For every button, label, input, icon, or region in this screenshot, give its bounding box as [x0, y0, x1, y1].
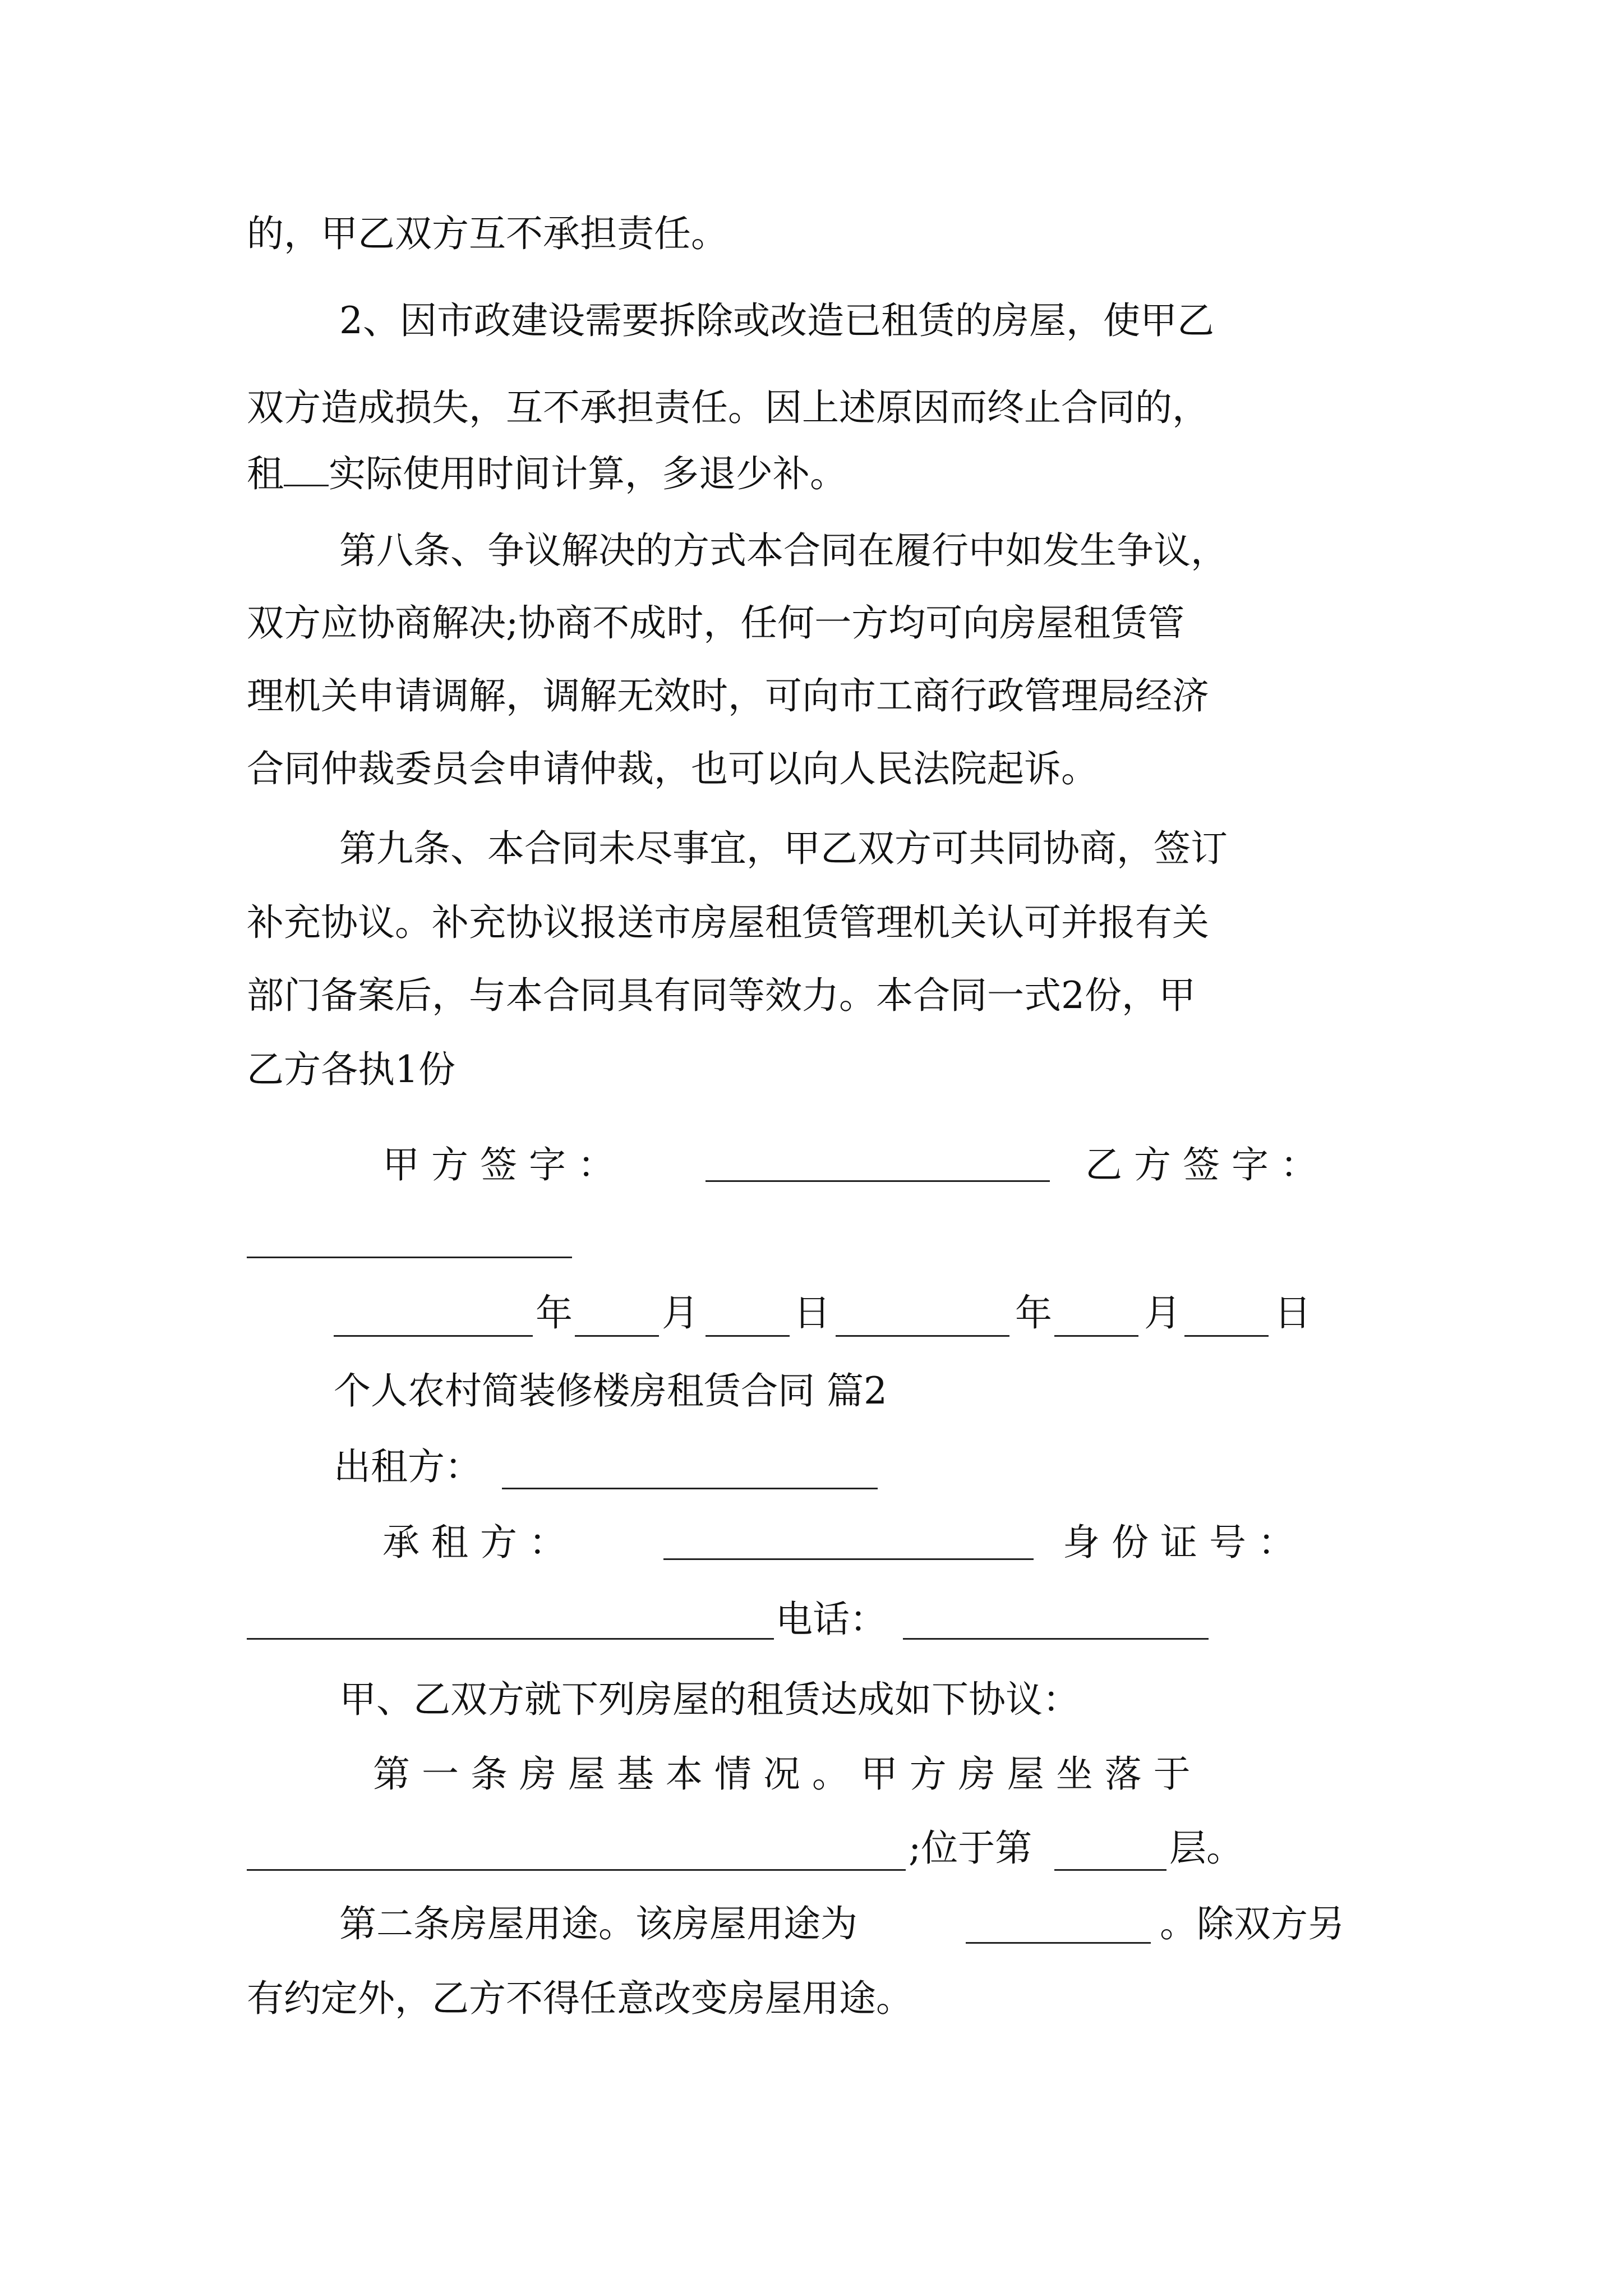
date-day-label: 日 [794, 1291, 831, 1335]
paragraph-line: 双方造成损失，互不承担责任。因上述原因而终止合同的， [247, 386, 1209, 429]
usage-blank [966, 1942, 1151, 1944]
paragraph-line: 补充协议。补充协议报送市房屋租赁管理机关认可并报有关 [247, 901, 1209, 944]
paragraph-line: 合同仲裁委员会申请仲裁，也可以向人民法院起诉。 [247, 747, 1098, 790]
date-year-label: 年 [536, 1291, 573, 1335]
article-1-heading: 第 一 条 房 屋 基 本 情 况 。 甲 方 房 屋 坐 落 于 [373, 1752, 1191, 1796]
paragraph-line [247, 449, 1391, 499]
paragraph-line: 理机关申请调解，调解无效时，可向市工商行政管理局经济 [247, 674, 1209, 717]
date-year-label: 年 [1015, 1291, 1052, 1335]
lessor-label: 出租方： [334, 1445, 482, 1488]
signature-blank-a [706, 1180, 1050, 1182]
lessee-blank [663, 1558, 1034, 1560]
date-blank [836, 1335, 1009, 1337]
paragraph-line: 乙方各执1份 [247, 1048, 455, 1091]
paragraph-line: 第八条、争议解决的方式本合同在履行中如发生争议， [339, 529, 1228, 572]
signature-party-a-label: 甲 方 签 字 ： [382, 1143, 615, 1186]
address-blank [247, 1869, 906, 1871]
floor-label: ;位于第 [909, 1826, 1032, 1870]
lessor-blank [502, 1488, 878, 1489]
phone-blank [903, 1638, 1209, 1640]
agreement-intro: 甲、乙双方就下列房屋的租赁达成如下协议： [339, 1678, 1080, 1721]
paragraph-line: 2、因市政建设需要拆除或改造已租赁的房屋，使甲乙 [339, 299, 1214, 342]
id-number-label: 身 份 证 号 ： [1063, 1521, 1295, 1564]
paragraph-line: 部门备案后，与本合同具有同等效力。本合同一式2份，甲 [247, 974, 1196, 1017]
signature-blank-b [247, 1257, 572, 1258]
date-month-label: 月 [662, 1291, 699, 1335]
floor-blank [1054, 1869, 1166, 1871]
blank-line [284, 452, 329, 486]
paragraph-line: 的，甲乙双方互不承担责任。 [247, 212, 728, 255]
article-2-text: 第二条房屋用途。该房屋用途为 [339, 1902, 857, 1945]
date-blank [575, 1335, 659, 1337]
phone-label: 电话： [776, 1598, 887, 1641]
date-blank [1184, 1335, 1269, 1337]
text-run: 实际使用时间计算，多退少补。 [329, 452, 847, 495]
lessee-label: 承 租 方 ： [382, 1521, 566, 1564]
section-title: 个人农村简装修楼房租赁合同 篇2 [334, 1369, 887, 1412]
paragraph-line: 双方应协商解决;协商不成时，任何一方均可向房屋租赁管 [247, 601, 1185, 645]
date-day-label: 日 [1274, 1291, 1311, 1335]
paragraph-line: 第九条、本合同未尽事宜，甲乙双方可共同协商，签订 [339, 827, 1228, 870]
text-run: 租 [247, 452, 284, 495]
article-2-text: 。除双方另 [1160, 1902, 1345, 1945]
article-2-text: 有约定外，乙方不得任意改变房屋用途。 [247, 1977, 913, 2020]
date-blank [1054, 1335, 1138, 1337]
id-number-blank [247, 1638, 774, 1640]
date-blank [706, 1335, 790, 1337]
date-month-label: 月 [1144, 1291, 1181, 1335]
floor-suffix: 层。 [1169, 1826, 1243, 1870]
signature-party-b-label: 乙 方 签 字 ： [1085, 1143, 1317, 1186]
date-blank [334, 1335, 533, 1337]
